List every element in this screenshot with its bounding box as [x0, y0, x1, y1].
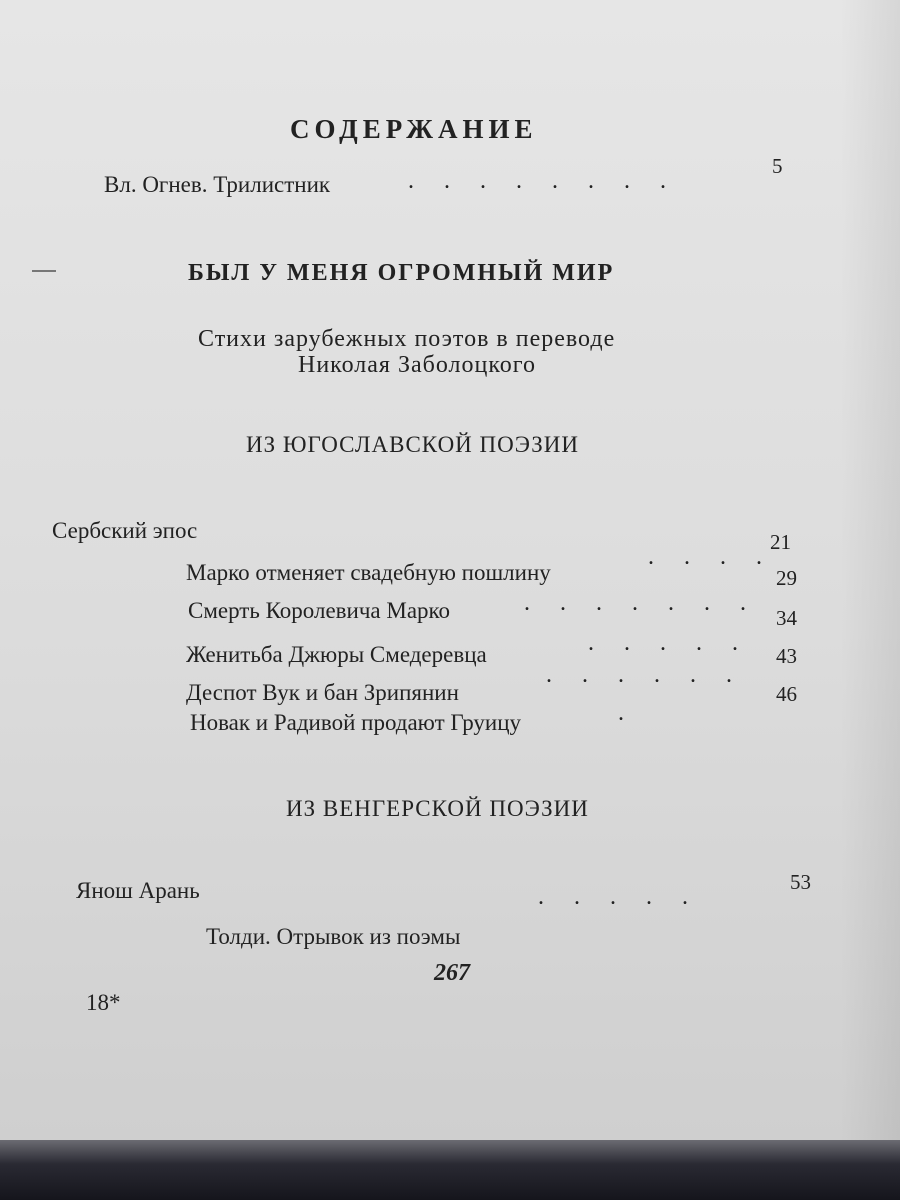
subtitle-line-2: Николая Заболоцкого [298, 352, 537, 378]
group-label: Янош Арань [76, 878, 200, 903]
toc-entry-page: 53 [790, 870, 811, 894]
toc-entry-label: Марко отменяет свадебную пошлину [186, 560, 551, 585]
toc-entry-dots: . . . . . . . [524, 590, 758, 616]
toc-title: СОДЕРЖАНИЕ [290, 114, 538, 144]
signature-mark: 18* [86, 990, 121, 1015]
group-label: Сербский эпос [52, 518, 198, 543]
subtitle-line-1: Стихи зарубежных поэтов в переводе [198, 326, 616, 352]
toc-entry-label: Женитьба Джюры Смедеревца [186, 642, 487, 667]
toc-entry-dots: . . . . [648, 544, 774, 570]
toc-entry-page: 21 [770, 530, 791, 554]
toc-entry-dots: . . . . . [538, 884, 700, 910]
toc-entry-label: Смерть Королевича Марко [188, 598, 451, 623]
toc-entry-dots: . [618, 700, 636, 726]
page-number: 267 [434, 960, 470, 986]
toc-entry-page: 29 [776, 566, 797, 590]
section-heading: ИЗ ЮГОСЛАВСКОЙ ПОЭЗИИ [246, 432, 579, 457]
margin-mark [32, 270, 56, 272]
toc-entry-page: 46 [776, 682, 797, 706]
toc-entry-label: Толди. Отрывок из поэмы [206, 924, 461, 949]
toc-entry-dots: . . . . . . . . [408, 168, 678, 194]
toc-entry-page: 43 [776, 644, 797, 668]
book-title: БЫЛ У МЕНЯ ОГРОМНЫЙ МИР [188, 260, 615, 286]
toc-entry-page: 5 [772, 154, 783, 178]
section-heading: ИЗ ВЕНГЕРСКОЙ ПОЭЗИИ [286, 796, 589, 821]
toc-entry-page: 34 [776, 606, 797, 630]
toc-entry-label: Деспот Вук и бан Зрипянин [186, 680, 459, 705]
toc-entry-dots: . . . . . [588, 630, 750, 656]
book-cover-edge [0, 1140, 900, 1200]
toc-entry-dots: . . . . . . [546, 662, 744, 688]
toc-entry-label: Вл. Огнев. Трилистник [104, 172, 331, 197]
toc-entry-label: Новак и Радивой продают Груицу [190, 710, 522, 735]
